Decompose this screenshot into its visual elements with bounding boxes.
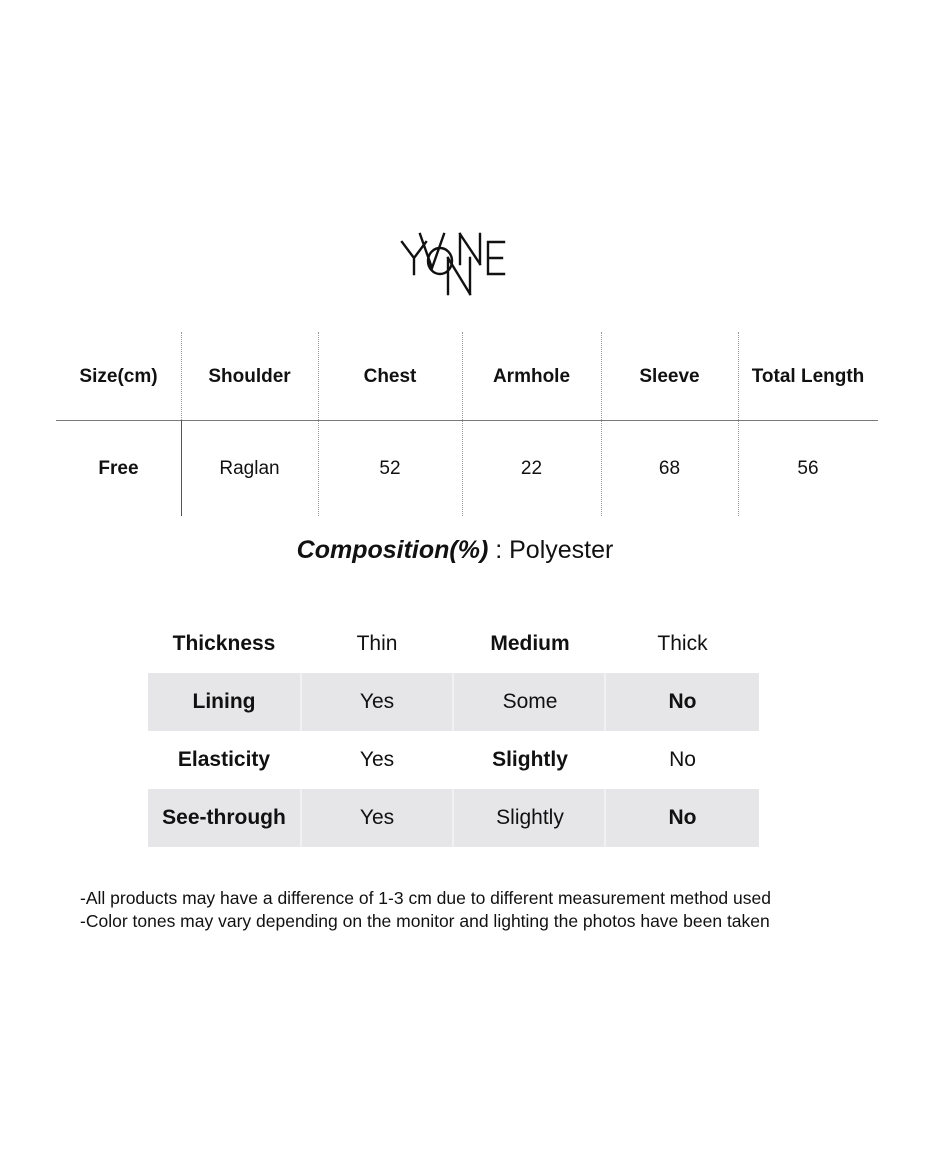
attribute-option-selected: No <box>668 690 697 713</box>
attribute-row-thickness <box>148 615 759 673</box>
cell-total-length: 56 <box>797 458 819 479</box>
composition-label: Composition(%) <box>296 536 489 564</box>
header-sleeve: Sleeve <box>639 366 700 387</box>
composition-line <box>0 536 910 565</box>
attribute-option: Yes <box>359 748 395 771</box>
header-size: Size(cm) <box>79 366 158 387</box>
attribute-name: Lining <box>192 690 256 713</box>
attribute-table <box>148 615 759 847</box>
cell-gap <box>300 673 302 731</box>
cell-shoulder: Raglan <box>219 458 280 479</box>
header-armhole: Armhole <box>492 366 571 387</box>
attribute-option-selected: Slightly <box>492 748 568 771</box>
cell-gap <box>604 673 606 731</box>
attribute-option: Yes <box>359 806 395 829</box>
attribute-row-see-through <box>148 789 759 847</box>
size-table <box>56 332 878 516</box>
attribute-name: See-through <box>162 806 286 829</box>
attribute-option: Thick <box>657 632 708 655</box>
brand-logo <box>396 228 512 300</box>
attribute-option: Thin <box>356 632 398 655</box>
composition-value: Polyester <box>509 536 614 564</box>
yvonne-monogram-logo-icon <box>396 228 512 300</box>
attribute-option: No <box>669 748 696 771</box>
cell-chest: 52 <box>379 458 401 479</box>
header-chest: Chest <box>363 366 417 387</box>
header-shoulder: Shoulder <box>208 366 291 387</box>
attribute-option: Some <box>502 690 558 713</box>
attribute-option-selected: Medium <box>490 632 570 655</box>
note-measurement: -All products may have a difference of 1-3 cm due to different measurement method used <box>80 888 771 908</box>
cell-gap <box>452 673 454 731</box>
cell-gap <box>604 789 606 847</box>
cell-armhole: 22 <box>520 458 543 479</box>
note-color: -Color tones may vary depending on the monitor and lighting the photos have been taken <box>80 911 770 931</box>
composition-separator: : <box>488 536 510 564</box>
header-total-length: Total Length <box>751 366 865 387</box>
attribute-name: Thickness <box>172 632 276 655</box>
attribute-option: Yes <box>359 690 395 713</box>
cell-gap <box>452 789 454 847</box>
attribute-option-selected: No <box>668 806 697 829</box>
measurement-notes <box>80 887 771 933</box>
attribute-row-elasticity <box>148 731 759 789</box>
attribute-name: Elasticity <box>177 748 271 771</box>
cell-size: Free <box>98 458 139 479</box>
cell-gap <box>300 789 302 847</box>
attribute-option: Slightly <box>496 806 564 829</box>
cell-sleeve: 68 <box>658 458 681 479</box>
attribute-row-lining <box>148 673 759 731</box>
